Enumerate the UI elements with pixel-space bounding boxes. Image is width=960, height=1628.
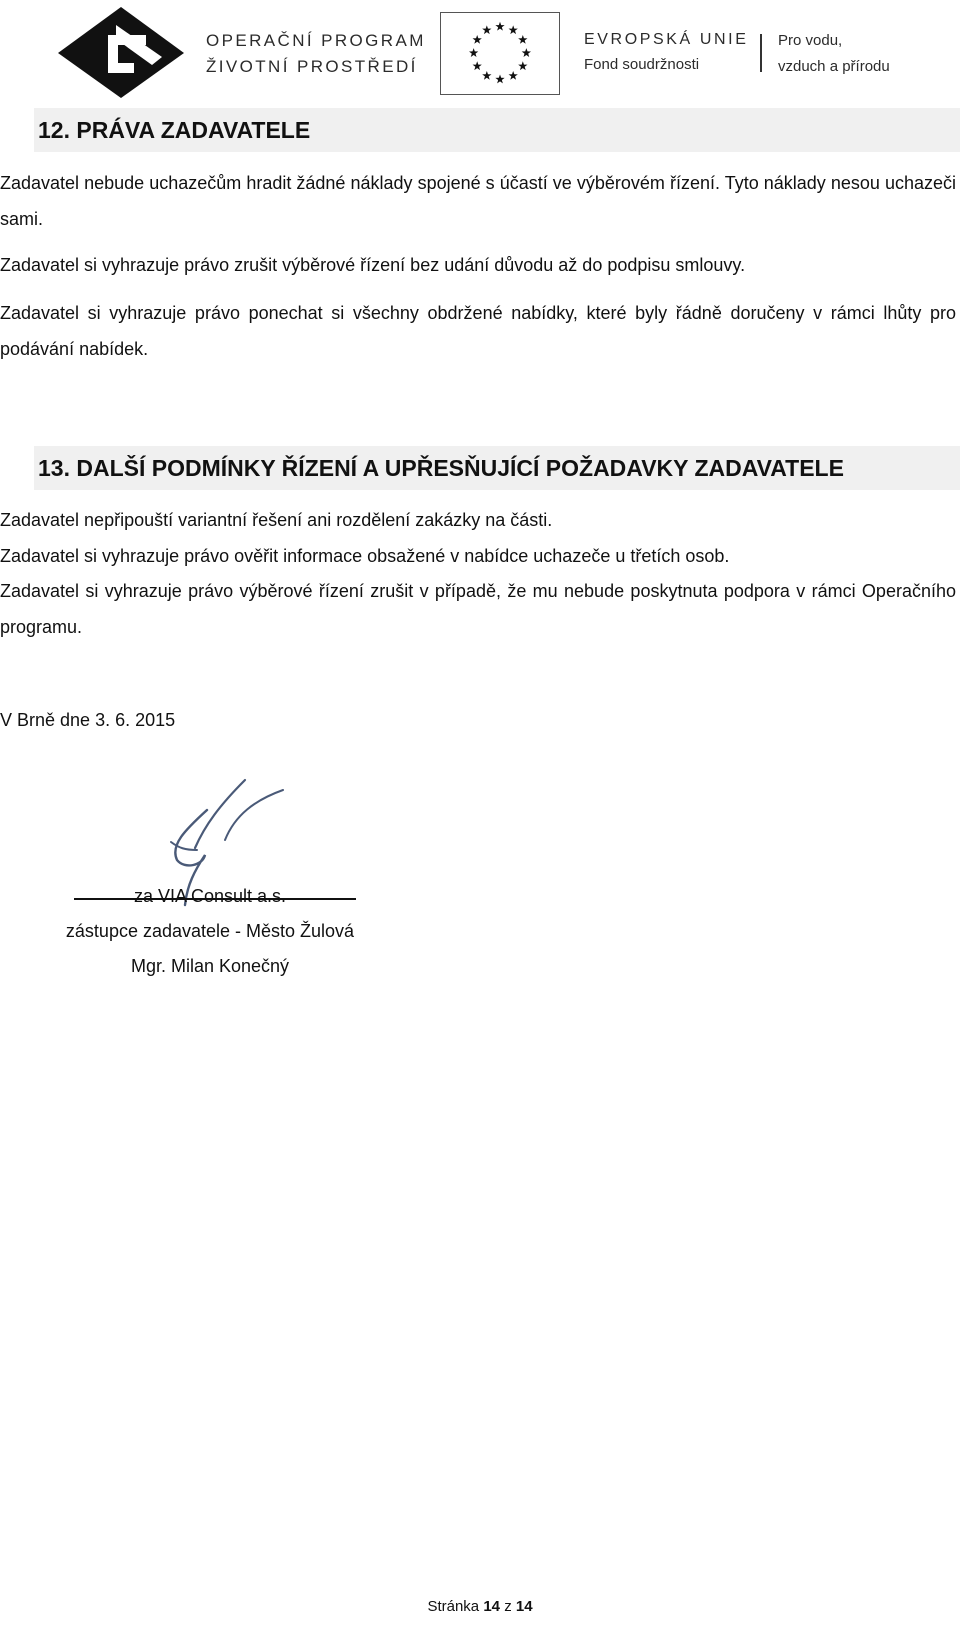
eu-star-icon bbox=[473, 35, 482, 44]
signature-block bbox=[0, 770, 420, 1030]
opzp-logo bbox=[56, 5, 186, 100]
section-13-heading: 13. DALŠÍ PODMÍNKY ŘÍZENÍ A UPŘESŇUJÍCÍ POŽADAVKY ZADAVATELE bbox=[34, 446, 960, 490]
section-12-heading: 12. PRÁVA ZADAVATELE bbox=[34, 108, 960, 152]
eu-star-icon bbox=[482, 25, 491, 34]
eu-flag-icon bbox=[440, 12, 560, 95]
place-date: V Brně dne 3. 6. 2015 bbox=[0, 710, 176, 730]
eu-star-icon bbox=[509, 25, 518, 34]
section-12-paragraph-2: Zadavatel si vyhrazuje právo zrušit výběrové řízení bez udání důvodu až do podpisu smlouvy. bbox=[0, 255, 746, 275]
footer-total-pages: 14 bbox=[515, 1598, 533, 1615]
footer-separator: z bbox=[504, 1598, 512, 1615]
eu-star-icon bbox=[522, 48, 531, 57]
eu-star-icon bbox=[518, 61, 527, 70]
section-13-paragraph-2: Zadavatel si vyhrazuje právo ověřit informace obsažené v nabídce uchazeče u třetích osob. bbox=[0, 546, 730, 566]
section-12-paragraph-3: Zadavatel si vyhrazuje právo ponechat si všechny obdržené nabídky, které byly řádně doručeny v rámci lhůty pro podávání nabídek. bbox=[0, 303, 956, 359]
opzp-title: OPERAČNÍ PROGRAM ŽIVOTNÍ PROSTŘEDÍ bbox=[206, 31, 426, 76]
signature-company: za VIA Consult a.s. bbox=[133, 886, 287, 906]
page-footer bbox=[0, 1598, 960, 1615]
signature-role: zástupce zadavatele - Město Žulová bbox=[65, 921, 355, 941]
eu-star-icon bbox=[495, 22, 504, 31]
signature-name: Mgr. Milan Konečný bbox=[130, 956, 290, 976]
header bbox=[0, 0, 960, 105]
eu-label: EVROPSKÁ UNIE Fond soudržnosti bbox=[584, 31, 749, 73]
footer-prefix: Stránka bbox=[427, 1598, 480, 1615]
header-divider bbox=[760, 34, 762, 72]
eu-star-icon bbox=[482, 71, 491, 80]
eu-star-icon bbox=[518, 35, 527, 44]
eu-star-icon bbox=[495, 74, 504, 83]
eu-star-icon bbox=[509, 71, 518, 80]
footer-page-number: 14 bbox=[483, 1598, 501, 1615]
section-12-paragraph-1: Zadavatel nebude uchazečům hradit žádné náklady spojené s účastí ve výběrovém řízení. Tyto náklady nesou uchazeči sami. bbox=[0, 173, 956, 229]
motto: Pro vodu, vzduch a přírodu bbox=[778, 32, 890, 75]
eu-star-icon bbox=[473, 61, 482, 70]
section-13-paragraph-3: Zadavatel si vyhrazuje právo výběrové řízení zrušit v případě, že mu nebude poskytnuta podpora v rámci Operačního programu. bbox=[0, 581, 956, 637]
eu-star-icon bbox=[469, 48, 478, 57]
section-13-paragraph-1: Zadavatel nepřipouští variantní řešení ani rozdělení zakázky na části. bbox=[0, 510, 553, 530]
